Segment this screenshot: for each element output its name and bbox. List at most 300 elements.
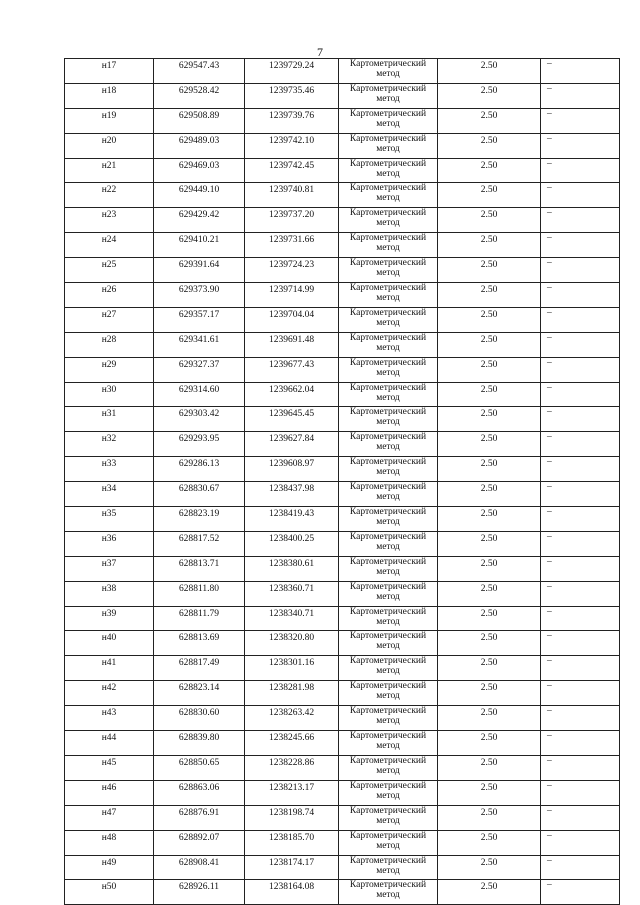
y-coordinate-cell: 1238437.98 [245, 482, 339, 507]
note-cell: – [541, 183, 620, 208]
accuracy-cell: 2.50 [438, 133, 541, 158]
method-line-2: метод [376, 193, 400, 204]
method-line-2: метод [376, 93, 400, 104]
table-row [65, 731, 620, 756]
table-row [65, 830, 620, 855]
y-coordinate-cell: 1238360.71 [245, 581, 339, 606]
note-cell: – [541, 158, 620, 183]
method-cell [339, 183, 438, 208]
accuracy-cell: 2.50 [438, 681, 541, 706]
point-number-cell: н36 [65, 531, 154, 556]
point-number-cell: н47 [65, 805, 154, 830]
y-coordinate-cell: 1238198.74 [245, 805, 339, 830]
method-line-2: метод [376, 442, 400, 453]
method-cell [339, 108, 438, 133]
accuracy-cell: 2.50 [438, 59, 541, 84]
point-number-cell: н46 [65, 780, 154, 805]
x-coordinate-cell: 629528.42 [154, 83, 245, 108]
note-cell: – [541, 133, 620, 158]
accuracy-cell: 2.50 [438, 307, 541, 332]
note-cell: – [541, 208, 620, 233]
method-line-2: метод [376, 865, 400, 876]
method-line-2: метод [376, 243, 400, 254]
method-line-2: метод [376, 790, 400, 801]
x-coordinate-cell: 628813.71 [154, 556, 245, 581]
note-cell: – [541, 457, 620, 482]
note-cell: – [541, 830, 620, 855]
note-cell: – [541, 780, 620, 805]
method-cell [339, 208, 438, 233]
method-line-1: Картометрический [349, 457, 427, 468]
x-coordinate-cell: 629429.42 [154, 208, 245, 233]
table-row [65, 59, 620, 84]
point-number-cell: н31 [65, 407, 154, 432]
table-row [65, 681, 620, 706]
x-coordinate-cell: 629357.17 [154, 307, 245, 332]
table-row [65, 133, 620, 158]
table-row [65, 581, 620, 606]
y-coordinate-cell: 1239691.48 [245, 332, 339, 357]
x-coordinate-cell: 629286.13 [154, 457, 245, 482]
note-cell: – [541, 656, 620, 681]
point-number-cell: н25 [65, 258, 154, 283]
y-coordinate-cell: 1238340.71 [245, 606, 339, 631]
method-line-1: Картометрический [349, 307, 427, 318]
x-coordinate-cell: 628876.91 [154, 805, 245, 830]
method-cell [339, 332, 438, 357]
method-cell [339, 457, 438, 482]
table-row [65, 357, 620, 382]
method-line-1: Картометрический [349, 805, 427, 816]
point-number-cell: н22 [65, 183, 154, 208]
accuracy-cell: 2.50 [438, 780, 541, 805]
accuracy-cell: 2.50 [438, 258, 541, 283]
note-cell: – [541, 407, 620, 432]
y-coordinate-cell: 1239608.97 [245, 457, 339, 482]
x-coordinate-cell: 629489.03 [154, 133, 245, 158]
table-row [65, 606, 620, 631]
page-number: 7 [317, 45, 323, 59]
method-line-2: метод [376, 492, 400, 503]
accuracy-cell: 2.50 [438, 332, 541, 357]
accuracy-cell: 2.50 [438, 457, 541, 482]
x-coordinate-cell: 628892.07 [154, 830, 245, 855]
y-coordinate-cell: 1239740.81 [245, 183, 339, 208]
point-number-cell: н27 [65, 307, 154, 332]
x-coordinate-cell: 628863.06 [154, 780, 245, 805]
accuracy-cell: 2.50 [438, 706, 541, 731]
note-cell: – [541, 307, 620, 332]
table-row [65, 382, 620, 407]
y-coordinate-cell: 1239677.43 [245, 357, 339, 382]
method-cell [339, 880, 438, 905]
note-cell: – [541, 507, 620, 532]
accuracy-cell: 2.50 [438, 805, 541, 830]
method-cell [339, 233, 438, 258]
table-row [65, 855, 620, 880]
method-line-2: метод [376, 293, 400, 304]
method-line-2: метод [376, 268, 400, 279]
method-line-1: Картометрический [349, 233, 427, 244]
y-coordinate-cell: 1239627.84 [245, 432, 339, 457]
note-cell: – [541, 382, 620, 407]
y-coordinate-cell: 1238380.61 [245, 556, 339, 581]
method-cell [339, 507, 438, 532]
point-number-cell: н35 [65, 507, 154, 532]
point-number-cell: н44 [65, 731, 154, 756]
method-line-1: Картометрический [349, 108, 427, 119]
method-cell [339, 656, 438, 681]
method-line-2: метод [376, 417, 400, 428]
table-row [65, 457, 620, 482]
x-coordinate-cell: 628926.11 [154, 880, 245, 905]
y-coordinate-cell: 1239704.04 [245, 307, 339, 332]
note-cell: – [541, 681, 620, 706]
method-line-1: Картометрический [349, 706, 427, 717]
method-line-1: Картометрический [349, 83, 427, 94]
point-number-cell: н30 [65, 382, 154, 407]
accuracy-cell: 2.50 [438, 830, 541, 855]
y-coordinate-cell: 1239742.10 [245, 133, 339, 158]
method-line-1: Картометрический [349, 332, 427, 343]
x-coordinate-cell: 628817.49 [154, 656, 245, 681]
method-cell [339, 731, 438, 756]
method-line-2: метод [376, 691, 400, 702]
point-number-cell: н17 [65, 59, 154, 84]
table-row [65, 432, 620, 457]
note-cell: – [541, 83, 620, 108]
method-line-1: Картометрический [349, 283, 427, 294]
x-coordinate-cell: 629303.42 [154, 407, 245, 432]
method-line-1: Картометрический [349, 133, 427, 144]
y-coordinate-cell: 1239729.24 [245, 59, 339, 84]
point-number-cell: н23 [65, 208, 154, 233]
method-line-2: метод [376, 890, 400, 901]
method-line-2: метод [376, 666, 400, 677]
method-line-1: Картометрический [349, 382, 427, 393]
method-line-2: метод [376, 118, 400, 129]
x-coordinate-cell: 628850.65 [154, 755, 245, 780]
table-row [65, 407, 620, 432]
method-cell [339, 283, 438, 308]
y-coordinate-cell: 1238174.17 [245, 855, 339, 880]
table-row [65, 755, 620, 780]
note-cell: – [541, 581, 620, 606]
x-coordinate-cell: 628839.80 [154, 731, 245, 756]
table-row [65, 158, 620, 183]
note-cell: – [541, 855, 620, 880]
accuracy-cell: 2.50 [438, 208, 541, 233]
method-line-2: метод [376, 741, 400, 752]
method-cell [339, 631, 438, 656]
accuracy-cell: 2.50 [438, 880, 541, 905]
method-line-1: Картометрический [349, 631, 427, 642]
method-cell [339, 59, 438, 84]
table-row [65, 805, 620, 830]
y-coordinate-cell: 1239714.99 [245, 283, 339, 308]
y-coordinate-cell: 1239662.04 [245, 382, 339, 407]
y-coordinate-cell: 1238228.86 [245, 755, 339, 780]
table-row [65, 83, 620, 108]
y-coordinate-cell: 1238213.17 [245, 780, 339, 805]
x-coordinate-cell: 628908.41 [154, 855, 245, 880]
point-number-cell: н32 [65, 432, 154, 457]
note-cell: – [541, 805, 620, 830]
accuracy-cell: 2.50 [438, 606, 541, 631]
accuracy-cell: 2.50 [438, 183, 541, 208]
point-number-cell: н33 [65, 457, 154, 482]
note-cell: – [541, 731, 620, 756]
note-cell: – [541, 108, 620, 133]
method-cell [339, 258, 438, 283]
method-cell [339, 158, 438, 183]
table-row [65, 258, 620, 283]
note-cell: – [541, 283, 620, 308]
accuracy-cell: 2.50 [438, 731, 541, 756]
method-line-1: Картометрический [349, 830, 427, 841]
table-row [65, 631, 620, 656]
method-cell [339, 681, 438, 706]
method-cell [339, 805, 438, 830]
y-coordinate-cell: 1238164.08 [245, 880, 339, 905]
note-cell: – [541, 631, 620, 656]
y-coordinate-cell: 1238419.43 [245, 507, 339, 532]
accuracy-cell: 2.50 [438, 158, 541, 183]
accuracy-cell: 2.50 [438, 108, 541, 133]
method-line-2: метод [376, 541, 400, 552]
point-number-cell: н18 [65, 83, 154, 108]
method-line-2: метод [376, 840, 400, 851]
note-cell: – [541, 755, 620, 780]
method-line-1: Картометрический [349, 507, 427, 518]
x-coordinate-cell: 629327.37 [154, 357, 245, 382]
y-coordinate-cell: 1238263.42 [245, 706, 339, 731]
x-coordinate-cell: 629410.21 [154, 233, 245, 258]
table-row [65, 233, 620, 258]
method-cell [339, 83, 438, 108]
table-row [65, 283, 620, 308]
y-coordinate-cell: 1239735.46 [245, 83, 339, 108]
method-line-2: метод [376, 517, 400, 528]
accuracy-cell: 2.50 [438, 507, 541, 532]
table-row [65, 507, 620, 532]
method-line-1: Картометрический [349, 258, 427, 269]
coordinates-table [64, 58, 620, 905]
table-row [65, 183, 620, 208]
table-row [65, 780, 620, 805]
x-coordinate-cell: 629547.43 [154, 59, 245, 84]
table-row [65, 880, 620, 905]
table-row [65, 482, 620, 507]
method-cell [339, 307, 438, 332]
method-line-1: Картометрический [349, 556, 427, 567]
method-line-2: метод [376, 616, 400, 627]
method-line-1: Картометрический [349, 681, 427, 692]
accuracy-cell: 2.50 [438, 531, 541, 556]
y-coordinate-cell: 1239739.76 [245, 108, 339, 133]
method-line-1: Картометрический [349, 531, 427, 542]
method-line-2: метод [376, 566, 400, 577]
accuracy-cell: 2.50 [438, 432, 541, 457]
note-cell: – [541, 482, 620, 507]
point-number-cell: н42 [65, 681, 154, 706]
y-coordinate-cell: 1239731.66 [245, 233, 339, 258]
method-cell [339, 357, 438, 382]
y-coordinate-cell: 1238320.80 [245, 631, 339, 656]
x-coordinate-cell: 629293.95 [154, 432, 245, 457]
accuracy-cell: 2.50 [438, 83, 541, 108]
method-line-1: Картометрический [349, 208, 427, 219]
accuracy-cell: 2.50 [438, 656, 541, 681]
method-line-1: Картометрический [349, 880, 427, 891]
x-coordinate-cell: 628817.52 [154, 531, 245, 556]
method-line-1: Картометрический [349, 158, 427, 169]
note-cell: – [541, 432, 620, 457]
table-row [65, 108, 620, 133]
method-cell [339, 407, 438, 432]
method-line-1: Картометрический [349, 183, 427, 194]
point-number-cell: н19 [65, 108, 154, 133]
point-number-cell: н49 [65, 855, 154, 880]
x-coordinate-cell: 629314.60 [154, 382, 245, 407]
x-coordinate-cell: 629449.10 [154, 183, 245, 208]
method-line-2: метод [376, 591, 400, 602]
accuracy-cell: 2.50 [438, 482, 541, 507]
table-row [65, 656, 620, 681]
method-line-1: Картометрический [349, 59, 427, 69]
accuracy-cell: 2.50 [438, 755, 541, 780]
table-row [65, 208, 620, 233]
method-line-2: метод [376, 218, 400, 229]
method-line-2: метод [376, 467, 400, 478]
note-cell: – [541, 531, 620, 556]
accuracy-cell: 2.50 [438, 357, 541, 382]
accuracy-cell: 2.50 [438, 581, 541, 606]
method-line-2: метод [376, 765, 400, 776]
x-coordinate-cell: 628830.67 [154, 482, 245, 507]
y-coordinate-cell: 1239742.45 [245, 158, 339, 183]
method-line-1: Картометрический [349, 656, 427, 667]
y-coordinate-cell: 1238185.70 [245, 830, 339, 855]
point-number-cell: н48 [65, 830, 154, 855]
method-cell [339, 706, 438, 731]
x-coordinate-cell: 629508.89 [154, 108, 245, 133]
x-coordinate-cell: 629373.90 [154, 283, 245, 308]
table-row [65, 332, 620, 357]
y-coordinate-cell: 1238400.25 [245, 531, 339, 556]
point-number-cell: н20 [65, 133, 154, 158]
method-line-1: Картометрический [349, 432, 427, 443]
point-number-cell: н45 [65, 755, 154, 780]
coordinates-table-body [65, 59, 620, 905]
table-row [65, 706, 620, 731]
method-cell [339, 531, 438, 556]
x-coordinate-cell: 628813.69 [154, 631, 245, 656]
accuracy-cell: 2.50 [438, 556, 541, 581]
method-line-1: Картометрический [349, 482, 427, 493]
method-line-1: Картометрический [349, 855, 427, 866]
method-line-2: метод [376, 143, 400, 154]
point-number-cell: н40 [65, 631, 154, 656]
method-line-2: метод [376, 168, 400, 179]
method-cell [339, 556, 438, 581]
note-cell: – [541, 556, 620, 581]
point-number-cell: н26 [65, 283, 154, 308]
note-cell: – [541, 880, 620, 905]
method-line-2: метод [376, 367, 400, 378]
method-line-1: Картометрический [349, 755, 427, 766]
note-cell: – [541, 706, 620, 731]
method-cell [339, 382, 438, 407]
x-coordinate-cell: 628823.14 [154, 681, 245, 706]
note-cell: – [541, 357, 620, 382]
note-cell: – [541, 258, 620, 283]
point-number-cell: н24 [65, 233, 154, 258]
method-cell [339, 133, 438, 158]
accuracy-cell: 2.50 [438, 233, 541, 258]
x-coordinate-cell: 629391.64 [154, 258, 245, 283]
y-coordinate-cell: 1239724.23 [245, 258, 339, 283]
table-row [65, 307, 620, 332]
method-cell [339, 482, 438, 507]
method-line-2: метод [376, 392, 400, 403]
y-coordinate-cell: 1238281.98 [245, 681, 339, 706]
point-number-cell: н21 [65, 158, 154, 183]
point-number-cell: н41 [65, 656, 154, 681]
point-number-cell: н39 [65, 606, 154, 631]
method-cell [339, 581, 438, 606]
x-coordinate-cell: 628811.79 [154, 606, 245, 631]
note-cell: – [541, 233, 620, 258]
table-row [65, 556, 620, 581]
note-cell: – [541, 332, 620, 357]
method-line-2: метод [376, 716, 400, 727]
point-number-cell: н37 [65, 556, 154, 581]
method-line-2: метод [376, 69, 400, 79]
x-coordinate-cell: 628811.80 [154, 581, 245, 606]
method-line-1: Картометрический [349, 581, 427, 592]
method-line-1: Картометрический [349, 780, 427, 791]
method-line-1: Картометрический [349, 731, 427, 742]
method-line-1: Картометрический [349, 606, 427, 617]
method-cell [339, 780, 438, 805]
y-coordinate-cell: 1238301.16 [245, 656, 339, 681]
method-line-1: Картометрический [349, 357, 427, 368]
y-coordinate-cell: 1239737.20 [245, 208, 339, 233]
method-cell [339, 432, 438, 457]
method-line-2: метод [376, 815, 400, 826]
note-cell: – [541, 606, 620, 631]
point-number-cell: н43 [65, 706, 154, 731]
table-row [65, 531, 620, 556]
accuracy-cell: 2.50 [438, 382, 541, 407]
point-number-cell: н50 [65, 880, 154, 905]
method-cell [339, 755, 438, 780]
method-line-2: метод [376, 641, 400, 652]
point-number-cell: н34 [65, 482, 154, 507]
method-cell [339, 830, 438, 855]
method-line-1: Картометрический [349, 407, 427, 418]
y-coordinate-cell: 1239645.45 [245, 407, 339, 432]
point-number-cell: н38 [65, 581, 154, 606]
x-coordinate-cell: 628823.19 [154, 507, 245, 532]
method-line-2: метод [376, 342, 400, 353]
note-cell: – [541, 59, 620, 84]
y-coordinate-cell: 1238245.66 [245, 731, 339, 756]
x-coordinate-cell: 628830.60 [154, 706, 245, 731]
accuracy-cell: 2.50 [438, 283, 541, 308]
point-number-cell: н29 [65, 357, 154, 382]
